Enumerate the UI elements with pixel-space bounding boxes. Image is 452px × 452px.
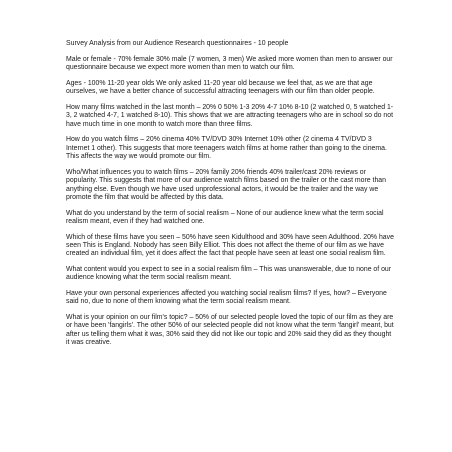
document-page [66,40,396,355]
paragraph-gender: Male or female - 70% female 30% male (7 women, 3 men) We asked more women than men to answer our questionnaire because we expect more women than men to watch our film. [66,55,393,72]
paragraph-how-watch: How do you watch films – 20% cinema 40% TV/DVD 30% Internet 10% other (2 cinema 4 TV/DVD 3 Internet 1 other). This suggests that more teenagers watch films at home rather than going to the cinema. This affects the way we would promote our film. [66,136,387,161]
paragraph-film-topic-opinion: What is your opinion on our film's topic? – 50% of our selected people loved the topic of our film as they are or have been 'fangirls'. The other 50% of our selected people did not know what the term 'fangirl' meant, but after us telling them what it was, 30% said they did not like our topic and 20% said they did as they thought it was creative. [66,313,394,347]
paragraph-ages: Ages - 100% 11-20 year olds We only asked 11-20 year old because we feel that, as we are that age ourselves, we have a better chance of successful attracting teenagers with our film than older people. [66,79,375,96]
paragraph-expected-content: What content would you expect to see in a social realism film – This was unanswerable, due to none of our audience knowing what the term social realism meant. [66,265,392,282]
paragraph-personal-experiences: Have your own personal experiences affected you watching social realism films? If yes, how? – Everyone said no, due to none of them knowing what the term social realism meant. [66,289,387,306]
paragraph-influences: Who/What influences you to watch films – 20% family 20% friends 40% trailer/cast 20% reviews or popularity. This suggests that more of our audience watch films based on the trailer or the cast more than anything else. Even though we have used unprofessional actors, it would be the trailer and the way we promote the film that would be affected by this data. [66,168,386,201]
paragraph-films-seen: Which of these films have you seen – 50% have seen Kidulthood and 30% have seen Adulthood. 20% have seen This is England. Nobody has seen Billy Elliot. This does not affect the theme of our film as we have created an individual film, yet it does affect the fact that people have seen at least one social realism film. [66,233,394,258]
document-title: Survey Analysis from our Audience Research questionnaires - 10 people [66,40,289,47]
paragraph-social-realism-term: What do you understand by the term of social realism – None of our audience knew what the term social realism meant, even if they had watched one. [66,209,384,225]
paragraph-films-watched: How many films watched in the last month – 20% 0 50% 1-3 20% 4-7 10% 8-10 (2 watched 0, 5 watched 1-3, 2 watched 4-7, 1 watched 8-10). This shows that we are attracting teenagers who are in school so do not have much time in one month to watch more than three films. [66,103,394,128]
